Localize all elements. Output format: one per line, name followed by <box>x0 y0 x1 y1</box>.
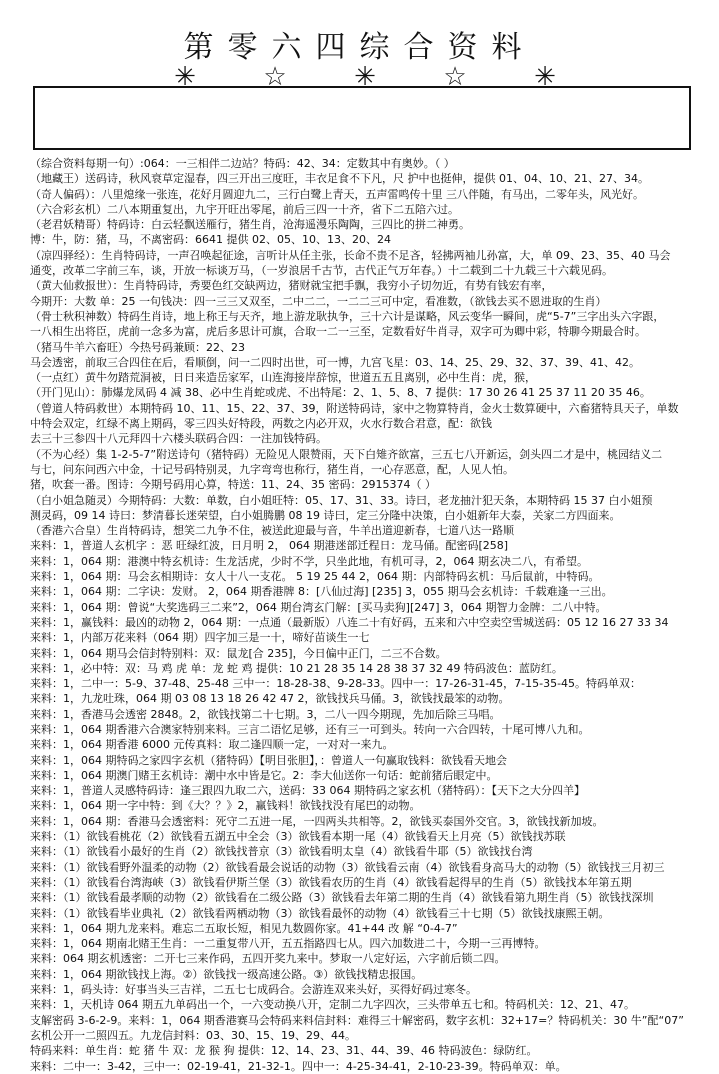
text-line: 来料：1，内部万花来料（064 期）四字加三是一十，啼好苗谈生一七 <box>30 631 370 645</box>
text-line: （黄大仙救报世）：生肖特码诗，秀要色红交缺两边，猪财就宝把手飘，我穷小子切勿近，有势有钱宏有率， <box>30 279 553 293</box>
text-line: 马会透密，前取三合四住在后，看顺倒，问一二四时出世，可一博，九宫飞星：03、14、25、29、32、37、39、41、42。 <box>30 355 640 369</box>
text-line: 来料：1，必中特：双：马 鸡 虎 单：龙 蛇 鸡 提供：10 21 28 35 14 28 38 37 32 49 特码波色：蓝防红。 <box>30 661 563 675</box>
text-line: 支解密码 3-6-2-9。来料：1，064 期香港赛马会特码来料信封料：难得三十解密码，数字玄机：32+17=？特码机关：30 牛”配“07” <box>30 1013 684 1027</box>
text-line: （一点红）黄牛勿踏荒洞被，日日来造岳家军，山连海接岸辞惊，世道五五且离别，必中生肖：虎，猴， <box>30 371 536 385</box>
asterisk-icon: ✳ <box>534 62 556 92</box>
text-line: （六合彩玄机）二八本期重复出，九宇开旺出零尾，前后三四一十齐，省下二五陪六过。 <box>30 202 459 216</box>
text-line: （曾道人特码救世）本期特码 10、11、15、22、37、39，附送特码诗，家中之物算特肖，金火士数算硬中，六畜猪特具天子，单数 <box>30 401 679 415</box>
text-line: （猪马牛羊六畜旺）今热号码兼顾：22、23 <box>30 340 245 354</box>
text-line: 猪，吹套一番。图诗：今期号码用心算，特送：11、24、35 密码：2915374（ ） <box>30 478 436 492</box>
asterisk-icon: ✳ <box>174 62 196 92</box>
text-line: （白小姐急随灵）今期特码：大数：单数，白小姐旺特：05、17、31、33。诗曰，老龙抽汁犯天条，本期特码 15 37 白小姐预 <box>30 493 653 507</box>
text-line: 来料：1，064 期欲钱找上海。②）欲钱找一级高速公路。③）欲钱找精忠报国。 <box>30 967 423 981</box>
text-line: （开门见山）：肺爆龙凤码 4 减 38、必中生肖蛇或虎、不出特尾：2、1、5、8、7 提供：17 30 26 41 25 37 11 20 35 46。 <box>30 386 651 400</box>
text-line: 来料：（1）欲钱看小最好的生肖（2）欲钱找普京（3）欲钱看明太皇（4）欲钱看牛耶（5）欲钱找台湾 <box>30 845 533 859</box>
text-line: 来料：1，二中一：5-9、37-48、25-48 三中一：18-28-38、9-28-33。四中一：17-26-31-45，7-15-35-45。特码单双： <box>30 677 642 691</box>
text-line: 来料：1，064 期一字中特：到《大？？》2，赢钱料！欲钱找没有尾巴的动物。 <box>30 799 421 813</box>
text-body <box>30 156 712 1073</box>
text-line: （凉四驿经）：生肖特码诗，一声召唤起征途，言听计从任主张，长命不贵不足吝，轻拂两袖儿孙富，大，单 09、23、35、40 马会 <box>30 248 671 262</box>
text-line: 特码来料：单生肖：蛇 猪 牛 双：龙 猴 狗 提供：12、14、23、31、44、39、46 特码波色：绿防红。 <box>30 1044 538 1058</box>
page-title: 第零六四综合资料 <box>183 30 536 65</box>
text-line: （奇人偏码）：八里熄缘一张连，花好月圆迎九二，三行白鹭上青天，五声雷鸣传十里 三八伴随，有马出，二零年头，风光好。 <box>30 187 644 201</box>
text-line: 去三十三参四十八元拜四十六楼头联码合四：一注加钱特码。 <box>30 432 327 446</box>
star-icon: ☆ <box>263 62 287 92</box>
text-line: （骨士秋积神数）特码生肖诗，地上称王与天齐，地上游龙耿执争，三十六计是谋略，风云变华一瞬间，虎“5-7”三字出头六字跟， <box>30 309 665 323</box>
text-line: 来料：1，064 期澳门赌王玄机诗：潮中水中皆是它。2：李大仙送你一句话：蛇前猪后眼定中。 <box>30 768 498 782</box>
text-line: 测灵码，09 14 诗曰：梦清暮长迷荣望，白小姐腾鹏 08 19 诗曰，定三分隆中决策，白小姐新年大泰，关家二方四面来。 <box>30 508 621 522</box>
blank-banner-box <box>33 86 691 150</box>
star-icon: ☆ <box>443 62 467 92</box>
text-line: 来料：1，九龙吐珠，064 期 03 08 13 18 26 42 47 2，欲钱找兵马俑。3，欲钱找最笨的动物。 <box>30 692 510 706</box>
text-line: （老君妖精哥）特码诗：白云轻飘送雁行，猪生肖，沧海遥漫乐陶陶，三四比的拼二神勇。 <box>30 218 470 232</box>
text-line: 来料：1，064 期：马会玄相期诗：女人十八一支花。 5 19 25 44 2，064 期：内部特码玄机：马后鼠前，中特码。 <box>30 570 600 584</box>
text-line: 一八相生出将臣，虎前一念多为富，虎后多思计可旗，合取一二一三至，定数看好牛肖寻，双字可为卿中彩，特聊今期最合时。 <box>30 325 646 339</box>
text-line: 来料：（1）欲钱看最孝顺的动物（2）欲钱看在二级公路（3）欲钱看去年第二期的生肖（4）欲钱看第九期生肖（5）欲钱找深圳 <box>30 891 654 905</box>
text-line: 来料：（1）欲钱看野外温柔的动物（2）欲钱看最会说话的动物（3）欲钱看云南（4）欲钱看身高马大的动物（5）欲钱找三月初三 <box>30 860 665 874</box>
text-line: 中特会双定，红绿不离上期码，零三四头好特段，两数之内必开双，火水行数合君意，配：欲钱 <box>30 417 492 431</box>
text-line: 来料：1，普道人灵感特码诗：逢三跟四九取二六，送码：33 064 期特码之家玄机（猪特码）：【天下之大分四羊】 <box>30 784 585 798</box>
text-line: 来料：1，064 期马会信封特别料：双：鼠龙[合 235]，今日偏中正门，二三不合数。 <box>30 646 447 660</box>
text-line: 来料：064 期玄机透密：二开七三来作码，五四开奖九来中。梦取一八定好运，六字前后锁二四。 <box>30 952 506 966</box>
text-line: 来料：1，普道人玄机字 ：恶 旺绿红波，日月明 2， 064 期港迷部迁程日：龙马俑。配密码[258] <box>30 539 509 553</box>
text-line: 来料：（1）欲钱看桃花（2）欲钱看五湖五中全会（3）欲钱看本期一尾（4）欲钱看天上月亮（5）欲钱找苏联 <box>30 830 566 844</box>
text-line: 来料：1，064 期香港 6000 元传真料：取二逢四顺一定，一对对一来九。 <box>30 738 394 752</box>
text-line: 通变，改革二字前三车，谈，开放一标谈万马，（一岁浪居千古节，古代正气万年春。）十二载到二十九载三十六载见码。 <box>30 264 613 278</box>
text-line: 来料：1，064 期：二字诀：发财。 2，064 期香港牌 8：[八仙过海] [235] 3，055 期马会玄机诗：千载难逢一三出。 <box>30 585 613 599</box>
text-line: 来料：（1）欲钱看毕业典礼（2）欲钱看两栖动物（3）欲钱看最怀的动物（4）欲钱看三十七期（5）欲钱找康熙王朝。 <box>30 906 610 920</box>
text-line: 与七，问东问西六中金，十记号码特别灵，九字弯弯也称行，猪生肖，一心存恶意，配，人见人怕。 <box>30 462 514 476</box>
text-line: （地藏王）送码诗，秋风衰草定湿春，四三开出三度旺，丰衣足食不下凡，尺 护中也挺伸，提供 01、04、10、21、27、34。 <box>30 172 649 186</box>
text-line: （香港六合皇）生肖特码诗，想笑二九争不住，被送此迎最与音，牛羊出道迎新春，七道八达一路顺 <box>30 524 514 538</box>
text-line: 来料：1，香港马会透密 2848。2，欲钱找第二十七期。3，二八一四今期现，先加后除三马唱。 <box>30 707 501 721</box>
text-line: （不为心经）集 1-2-5-7”附送诗句（猪特码）无险见人限赞雨，天下白雉齐欲富，三五七八开新运，剑头四二才是中，桃园结义二 <box>30 447 663 461</box>
text-line: 来料：1，064 期：香港马会透密料：死守二五进一尾，一四两头共相等。2，欲钱买泰国外交官。3，欲钱找新加坡。 <box>30 814 604 828</box>
text-line: 今期开：大数 单：25 一句钱决：四一三三又双至，二中二二，一二二三可中定，看准数，（欲钱去买不恩进取的生肖） <box>30 294 607 308</box>
text-line: 来料：1，064 期特码之家四字玄机（猪特码）【明目张胆】，：曾道人一句赢取钱料：欲钱看天地会 <box>30 753 507 767</box>
text-line: 来料：1，天机诗 064 期五九单码出一个，一六变动换八开，定制二九字四次，三头带单五七和。特码机关：12、21、47。 <box>30 998 635 1012</box>
text-line: 来料：1，064 期南北赌王生肖：一二重复带八开，五五指路四七从。四六加数进二十，今期一三再博特。 <box>30 937 546 951</box>
text-line: 来料：1，064 期香港六合澳家特别来料。三言二语忆足够，还有三一可到头。转向一六合四转，十尾可博八九和。 <box>30 722 590 736</box>
text-line: 来料：1，064 期：曾说“大奖选码三二来”2，064 期台湾玄门解：[买马卖狗][247] 3，064 期智力金牌：二八中特。 <box>30 600 607 614</box>
text-line: 来料：1，064 期九龙来料。难忘二五取长短，相见九数圆你家。41+44 改 解 “0-4-7” <box>30 921 458 935</box>
text-line: 来料：二中一：3-42，三中一：02-19-41，21-32-1。四中一：4-25-34-41，2-10-23-39。特码单双：单。 <box>30 1059 567 1073</box>
text-line: 来料：1，064 期：港澳中特玄机诗：生龙活虎，少时不学，只坐此地，有机可寻，2，064 期玄决二八，有希望。 <box>30 554 588 568</box>
text-line: （综合资料每期一句）:064：一三相伴二边站？特码：42、34：定数其中有奥妙。（ ） <box>30 157 455 170</box>
text-line: 博：牛，防：猪，马，不离密码：6641 提供 02、05、10、13、20、24 <box>30 233 391 247</box>
text-line: 来料：1，码头诗：好事当头三吉祥，二五七七成码合。会游连双来头好，买得好码过寒冬。 <box>30 983 477 997</box>
text-line: 来料：（1）欲钱看台湾海峡（3）欲钱看伊斯兰堡（3）欲钱看农历的生肖（4）欲钱看起得早的生肖（5）欲钱找本年第五期 <box>30 875 632 889</box>
text-line: 玄机公开一二照四五。九龙信封料：03、30、15、19、29、44。 <box>30 1028 356 1042</box>
text-line: 来料：1，赢钱料：最凶的动物 2，064 期：一点通（最新版）八连二十有好码，五来和六中空卖空雪城送码：05 12 16 27 33 34 <box>30 615 669 629</box>
asterisk-icon: ✳ <box>354 62 376 92</box>
